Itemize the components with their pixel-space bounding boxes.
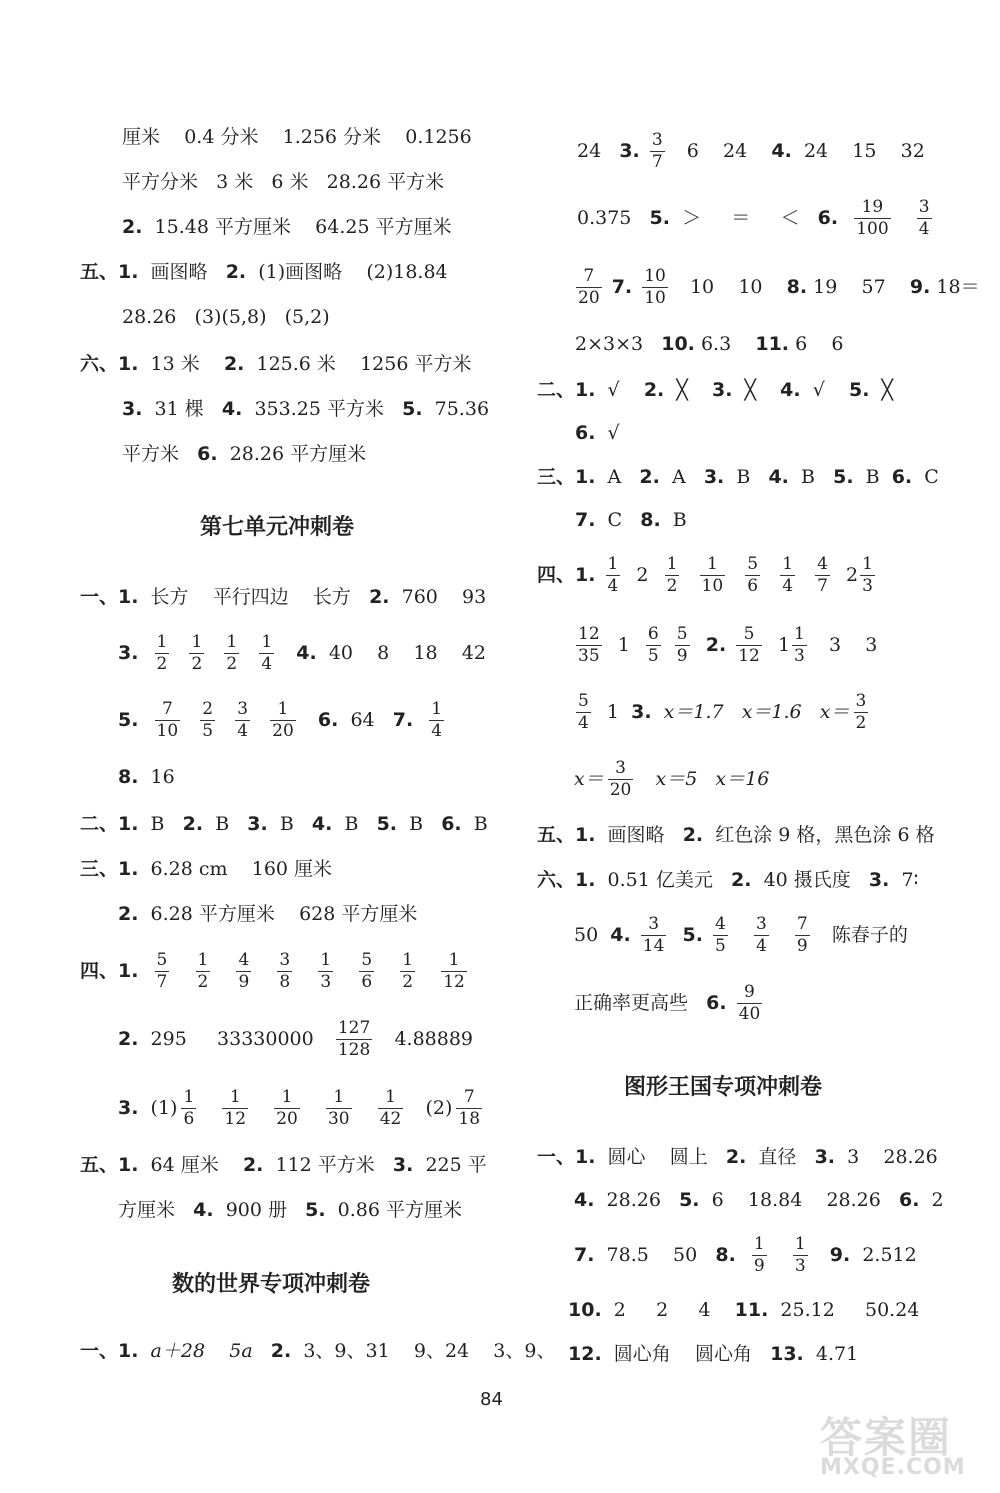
right-line-3: $\frac{7}{20}$ 7. $\frac{10}{10}$ 10 10 8. 19 57 9. 18＝ [578,265,980,308]
left-line-unit7-5: 二、1. B 2. B 3. B 4. B 5. B 6. B [80,813,488,835]
left-line-unit7-1: 一、1. 长方 平行四边 长方 2. 760 93 [80,586,487,608]
left-line-unit7-8: 四、1. $\frac{5}{7}$ $\frac{1}{2}$ $\frac{4}{9}$ $\frac{3}{8}$ $\frac{1}{3}$ $\frac{5}{6}$ $\frac{1}{2}$ $\frac{1}{12}$ [80,949,465,992]
left-line-3: 2. 15.48 平方厘米 64.25 平方厘米 [122,216,452,238]
fraction: $\frac{7}{20}$ [578,265,600,308]
fraction: $\frac{9}{40}$ [738,981,761,1024]
fraction: $\frac{1}{20}$ [272,698,294,741]
fraction: $\frac{1}{12}$ [443,949,465,992]
right-line-shape-3: 7. 78.5 50 8. $\frac{1}{9}$ $\frac{1}{3}$ 9. 2.512 [574,1233,917,1276]
fraction: $\frac{6}{5}$ [647,623,659,666]
section-heading-shape-kingdom: 图形王国专项冲刺卷 [624,1075,823,1100]
right-line-shape-4: 10. 2 2 4 11. 25.12 50.24 [568,1299,920,1321]
right-line-14: 六、1. 0.51 亿美元 2. 40 摄氏度 3. 7∶ [537,869,919,891]
fraction: $\frac{3}{4}$ [237,698,249,741]
right-line-11: $\frac{5}{4}$ 1 3. x＝1.7 x＝1.6 x＝ $\frac{3}{2}$ [578,690,867,733]
fraction: $\frac{127}{128}$ [337,1017,371,1060]
right-line-1: 24 3. $\frac{3}{7}$ 6 24 4. 24 15 32 [577,129,925,172]
fraction: $\frac{1}{2}$ [402,949,414,992]
left-line-unit7-10: 3. (1) $\frac{1}{6}$ $\frac{1}{12}$ $\frac{1}{20}$ $\frac{1}{30}$ $\frac{1}{42}$ (2) $\frac{7}{18}$ [118,1086,481,1129]
fraction: $\frac{1}{2}$ [666,553,678,596]
page-number: 84 [480,1389,503,1410]
left-line-1: 厘米 0.4 分米 1.256 分米 0.1256 [122,126,472,148]
left-line-unit7-3: 5. $\frac{7}{10}$ $\frac{2}{5}$ $\frac{3}{4}$ $\frac{1}{20}$ 6. 64 7. $\frac{1}{4}$ [118,698,443,741]
fraction: $\frac{4}{7}$ [817,553,828,596]
left-line-unit7-7: 2. 6.28 平方厘米 628 平方厘米 [118,903,418,925]
left-line-unit7-11: 五、1. 64 厘米 2. 112 平方米 3. 225 平 [80,1154,487,1176]
fraction: $\frac{7}{10}$ [156,698,179,741]
watermark-site: MXQE.COM [820,1455,966,1480]
left-line-2: 平方分米 3 米 6 米 28.26 平方米 [122,171,445,193]
section-heading-unit7: 第七单元冲刺卷 [200,515,355,540]
right-line-8: 7. C 8. B [575,509,687,531]
fraction: $\frac{1}{4}$ [782,553,794,596]
left-line-7: 3. 31 棵 4. 353.25 平方米 5. 75.36 [122,398,490,420]
left-line-unit7-6: 三、1. 6.28 cm 160 厘米 [80,858,333,880]
right-line-12: x＝ $\frac{3}{20}$ x＝5 x＝16 [574,757,770,800]
fraction: $\frac{1}{4}$ [607,553,619,596]
fraction: $\frac{3}{2}$ [855,690,867,733]
fraction: $\frac{3}{4}$ [755,913,767,956]
fraction: $\frac{5}{9}$ [676,623,688,666]
fraction: $\frac{1}{10}$ [701,553,724,596]
fraction: $\frac{19}{100}$ [856,196,889,239]
fraction: $\frac{5}{4}$ [578,690,589,733]
watermark [820,1405,980,1483]
fraction: $\frac{1}{3}$ [320,949,332,992]
right-line-5: 二、1. √ 2. ╳ 3. ╳ 4. √ 5. ╳ [537,379,893,401]
left-line-unit7-2: 3. $\frac{1}{2}$ $\frac{1}{2}$ $\frac{1}{2}$ $\frac{1}{4}$ 4. 40 8 18 42 [118,631,486,674]
fraction: $\frac{5}{6}$ [747,553,759,596]
right-line-6: 6. √ [575,422,620,444]
fraction: $\frac{3}{8}$ [279,949,291,992]
fraction: $\frac{3}{20}$ [609,757,632,800]
right-line-13: 五、1. 画图略 2. 红色涂 9 格，黑色涂 6 格 [537,824,935,846]
fraction: $\frac{4}{9}$ [238,949,250,992]
right-line-shape-5: 12. 圆心角 圆心角 13. 4.71 [568,1343,859,1365]
fraction: $\frac{5}{12}$ [738,623,760,666]
right-line-4: 2×3×3 10. 6.3 11. 6 6 [575,333,844,355]
right-line-15: 50 4. $\frac{3}{14}$ 5. $\frac{4}{5}$ $\frac{3}{4}$ $\frac{7}{9}$ 陈春子的 [574,913,908,956]
left-line-unit7-12: 方厘米 4. 900 册 5. 0.86 平方厘米 [118,1199,463,1221]
fraction: $\frac{1}{12}$ [224,1086,247,1129]
fraction: $\frac{3}{7}$ [651,129,663,172]
right-line-10: $\frac{12}{35}$ 1 $\frac{6}{5}$ $\frac{5}{9}$ 2. $\frac{5}{12}$ 1 $\frac{1}{3}$ 3 3 [578,623,878,666]
right-line-16: 正确率更高些 6. $\frac{9}{40}$ [574,981,761,1024]
fraction: $\frac{1}{9}$ [753,1233,765,1276]
fraction: $\frac{4}{5}$ [715,913,726,956]
fraction: $\frac{1}{3}$ [862,553,873,596]
left-line-number-world-1: 一、1. a＋28 5a 2. 3、9、31 9、24 3、9、 [80,1340,556,1362]
right-line-shape-1: 一、1. 圆心 圆上 2. 直径 3. 3 28.26 [537,1146,938,1168]
fraction: $\frac{10}{10}$ [644,265,666,308]
fraction: $\frac{1}{30}$ [327,1086,350,1129]
left-line-6: 六、1. 13 米 2. 125.6 米 1256 平方米 [80,353,472,375]
right-line-shape-2: 4. 28.26 5. 6 18.84 28.26 6. 2 [574,1189,944,1211]
section-heading-number-world: 数的世界专项冲刺卷 [172,1272,371,1297]
right-line-9: 四、1. $\frac{1}{4}$ 2 $\frac{1}{2}$ $\frac{1}{10}$ $\frac{5}{6}$ $\frac{1}{4}$ $\frac{4}{7}$ 2 $\frac{1}{3}$ [537,553,873,596]
fraction: $\frac{12}{35}$ [578,623,600,666]
fraction: $\frac{1}{2}$ [197,949,209,992]
fraction: $\frac{1}{2}$ [191,631,203,674]
right-line-7: 三、1. A 2. A 3. B 4. B 5. B 6. C [537,466,939,488]
fraction: $\frac{1}{42}$ [379,1086,402,1129]
fraction: $\frac{3}{14}$ [642,913,665,956]
fraction: $\frac{1}{2}$ [156,631,168,674]
left-line-unit7-9: 2. 295 33330000 $\frac{127}{128}$ 4.88889 [118,1017,474,1060]
fraction: $\frac{7}{9}$ [796,913,808,956]
fraction: $\frac{1}{4}$ [261,631,273,674]
left-line-5: 28.26 (3)(5,8) (5,2) [122,306,330,328]
fraction: $\frac{1}{6}$ [183,1086,195,1129]
fraction: $\frac{1}{4}$ [431,698,443,741]
left-line-unit7-4: 8. 16 [118,766,175,788]
fraction: $\frac{5}{6}$ [361,949,373,992]
fraction: $\frac{3}{4}$ [918,196,930,239]
fraction: $\frac{1}{3}$ [794,623,805,666]
fraction: $\frac{2}{5}$ [202,698,214,741]
left-line-4: 五、1. 画图略 2. (1)画图略 (2)18.84 [80,261,448,283]
fraction: $\frac{5}{7}$ [156,949,168,992]
right-line-2: 0.375 5. ＞ ＝ ＜ 6. $\frac{19}{100}$ $\frac{3}{4}$ [577,196,930,239]
fraction: $\frac{1}{20}$ [276,1086,298,1129]
left-line-8: 平方米 6. 28.26 平方厘米 [122,443,367,465]
fraction: $\frac{1}{2}$ [226,631,238,674]
watermark-logo: 答案圈 [820,1413,953,1462]
fraction: $\frac{1}{3}$ [794,1233,806,1276]
fraction: $\frac{7}{18}$ [458,1086,481,1129]
